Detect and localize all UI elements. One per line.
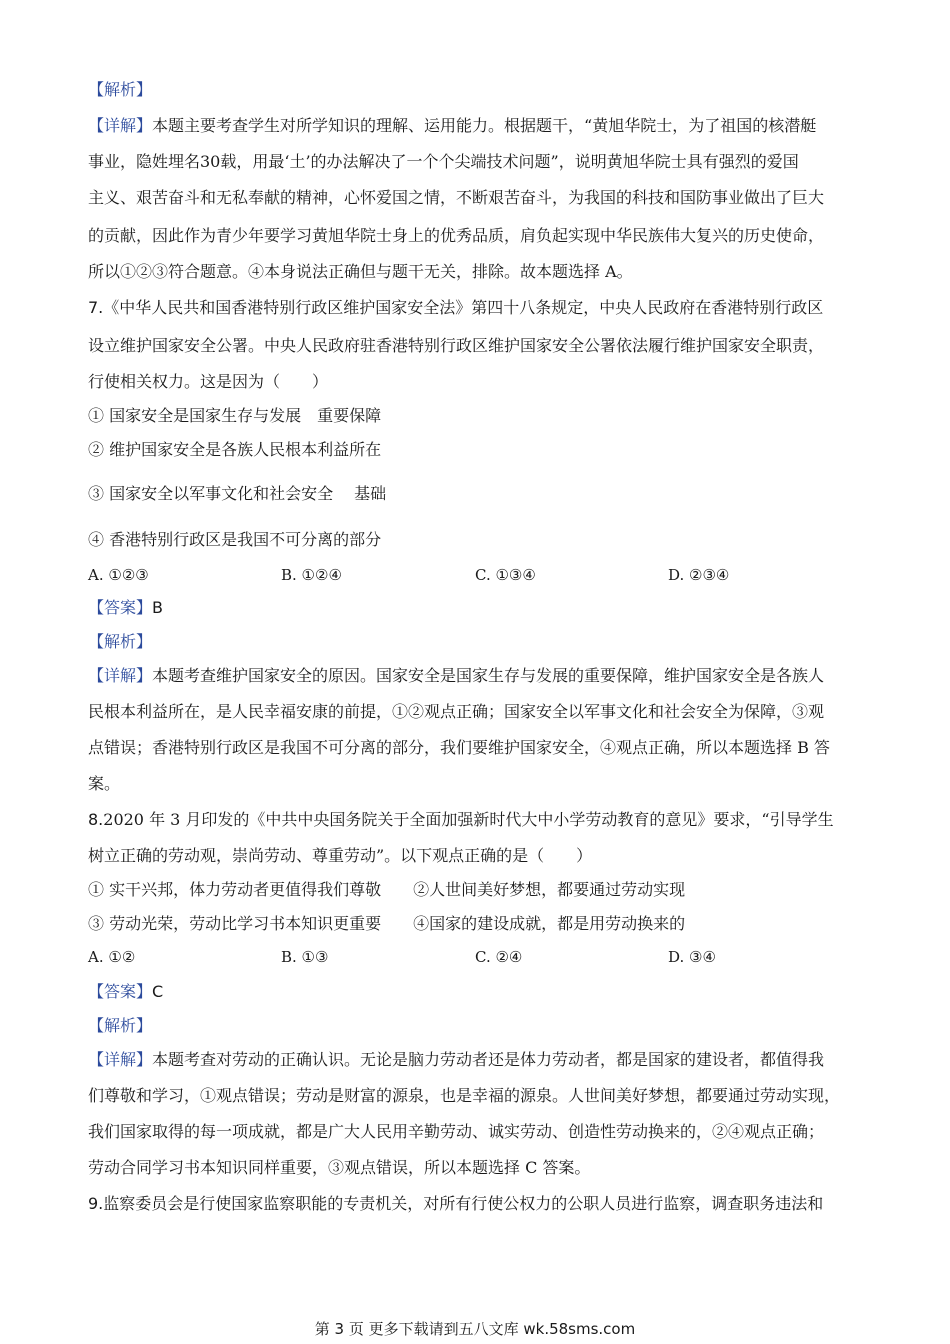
detail-line: 劳动合同学习书本知识同样重要，③观点错误，所以本题选择 C 答案。	[88, 1158, 591, 1177]
question-9-stem: 9.监察委员会是行使国家监察职能的专责机关，对所有行使公权力的公职人员进行监察，调查职务违法和	[88, 1194, 824, 1213]
detail-paragraph: 【详解】本题考查维护国家安全的原因。国家安全是国家生存与发展的重要保障，维护国家安全是各族人	[88, 666, 825, 685]
option-c: C. ①③④	[475, 566, 536, 584]
option-d: D. ③④	[668, 948, 716, 966]
option-b: B. ①②④	[281, 566, 342, 584]
question-line: 设立维护国家安全公署。中央人民政府驻香港特别行政区维护国家安全公署依法履行维护国家安全职责，	[88, 336, 825, 355]
answer-line: 【答案】C	[88, 982, 164, 1001]
question-8-stem: 8.2020 年 3 月印发的《中共中央国务院关于全面加强新时代大中小学劳动教育的意见》要求，“引导学生	[88, 810, 834, 829]
statement: ① 实干兴邦，体力劳动者更值得我们尊敬 ②人世间美好梦想，都要通过劳动实现	[88, 880, 686, 899]
answer-line: 【答案】B	[88, 598, 163, 617]
statement: ③ 劳动光荣，劳动比学习书本知识更重要 ④国家的建设成就，都是用劳动换来的	[88, 914, 686, 933]
detail-paragraph: 【详解】本题主要考查学生对所学知识的理解、运用能力。根据题干，“黄旭华院士，为了祖国的核潜艇	[88, 116, 817, 135]
detail-line: 案。	[88, 774, 121, 793]
statement: ② 维护国家安全是各族人民根本利益所在	[88, 440, 382, 459]
question-line: 树立正确的劳动观，崇尚劳动、尊重劳动”。以下观点正确的是（ ）	[88, 846, 593, 865]
detail-line: 我们国家取得的每一项成就，都是广大人民用辛勤劳动、诚实劳动、创造性劳动换来的，②④观点正确；	[88, 1122, 825, 1141]
analysis-label: 【解析】	[88, 1016, 153, 1035]
question-line: 行使相关权力。这是因为（ ）	[88, 372, 329, 391]
analysis-label: 【解析】	[88, 80, 153, 99]
question-7-stem: 7.《中华人民共和国香港特别行政区维护国家安全法》第四十八条规定，中央人民政府在香港特别行政区	[88, 298, 824, 317]
option-c: C. ②④	[475, 948, 523, 966]
option-a: A. ①②③	[88, 566, 149, 584]
detail-line: 点错误；香港特别行政区是我国不可分离的部分，我们要维护国家安全，④观点正确，所以本题选择 B 答	[88, 738, 830, 757]
statement: ③ 国家安全以军事文化和社会安全 基础	[88, 484, 387, 503]
statement: ① 国家安全是国家生存与发展 重要保障	[88, 406, 382, 425]
statement: ④ 香港特别行政区是我国不可分离的部分	[88, 530, 382, 549]
option-b: B. ①③	[281, 948, 329, 966]
detail-line: 们尊敬和学习，①观点错误；劳动是财富的源泉，也是幸福的源泉。人世间美好梦想，都要通过劳动实现，	[88, 1086, 841, 1105]
detail-line: 主义、艰苦奋斗和无私奉献的精神，心怀爱国之情，不断艰苦奋斗，为我国的科技和国防事业做出了巨大	[88, 188, 825, 207]
detail-line: 事业，隐姓埋名30载，用最‘土’的办法解决了一个个尖端技术问题”，说明黄旭华院士具有强烈的爱国	[88, 152, 799, 171]
page-footer: 第 3 页 更多下载请到五八文库 wk.58sms.com	[314, 1320, 636, 1338]
detail-line: 的贡献，因此作为青少年要学习黄旭华院士身上的优秀品质，肩负起实现中华民族伟大复兴的历史使命，	[88, 226, 825, 245]
option-a: A. ①②	[88, 948, 136, 966]
option-d: D. ②③④	[668, 566, 730, 584]
analysis-label: 【解析】	[88, 632, 153, 651]
detail-line: 所以①②③符合题意。④本身说法正确但与题干无关，排除。故本题选择 A。	[88, 262, 633, 281]
detail-line: 民根本利益所在，是人民幸福安康的前提，①②观点正确；国家安全以军事文化和社会安全为保障，③观	[88, 702, 825, 721]
detail-paragraph: 【详解】本题考查对劳动的正确认识。无论是脑力劳动者还是体力劳动者，都是国家的建设者，都值得我	[88, 1050, 825, 1069]
